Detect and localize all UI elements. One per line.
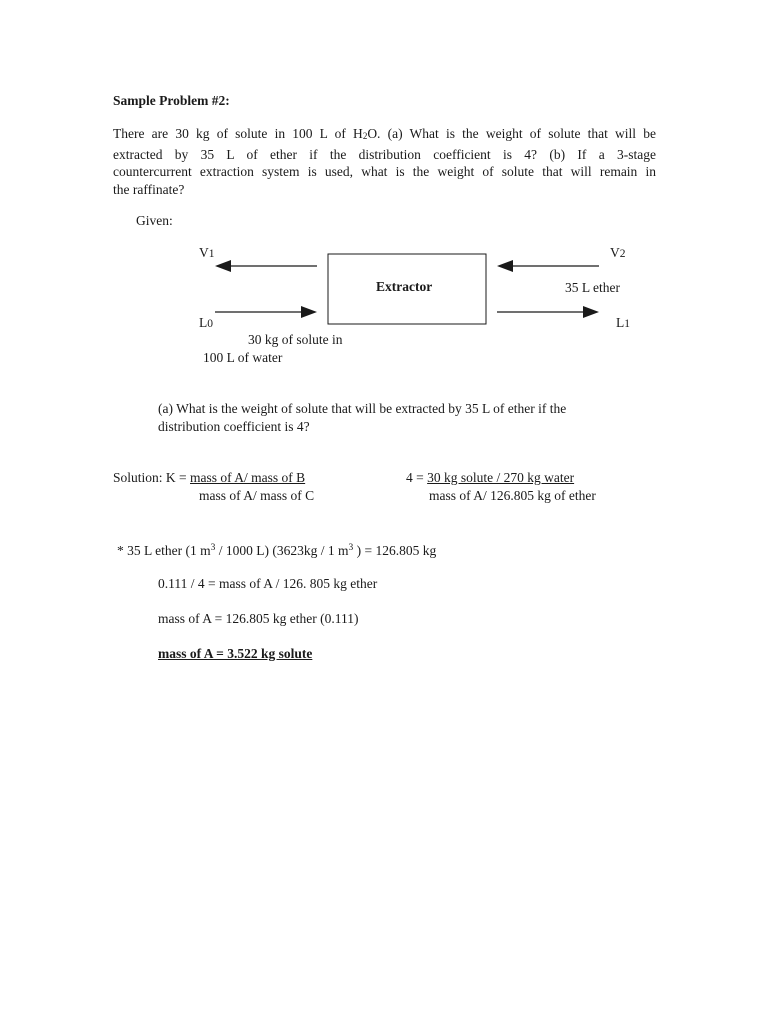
statement-line-1a: There are 30 kg of solute in 100 L of H [113,126,363,141]
conversion-part-2: / 1000 L) (3623kg / 1 m [215,543,349,558]
feed-label-line-2: 100 L of water [203,350,283,365]
l0-index: 0 [207,318,213,330]
problem-title: Sample Problem #2: [113,93,230,108]
conversion-part-3: ) = 126.805 kg [353,543,437,558]
v2-index: 2 [619,248,626,260]
k-numerator: mass of A/ mass of B [190,470,306,485]
ratio-numerator: 30 kg solute / 270 kg water [427,470,575,485]
final-answer: mass of A = 3.522 kg solute [158,646,313,661]
k-denominator: mass of A/ mass of C [199,488,315,503]
solution-step-2: mass of A = 126.805 kg ether (0.111) [158,611,359,626]
v1-index: 1 [208,248,215,260]
statement-line-3: countercurrent extraction system is used, what is the weight of solute that will remain in [113,164,656,179]
solution-k-equation [113,469,305,486]
v1-arrow [215,260,317,272]
l1-index: 1 [624,318,630,330]
question-a-line-1: (a) What is the weight of solute that will be extracted by 35 L of ether if the [158,401,567,416]
v1-label [199,244,215,263]
cubic-superscript-2: 3 [348,543,354,553]
feed-label-line-1: 30 kg of solute in [248,332,343,347]
v1-letter: V [199,245,209,260]
l0-arrow [215,306,317,318]
l1-arrow [497,306,599,318]
statement-line-2: extracted by 35 L of ether if the distribution coefficient is 4? (b) If a 3-stage [113,146,656,162]
statement-line-1b: O. (a) What is the weight of solute that will be [367,126,656,141]
ether-mass-conversion [117,540,436,559]
l0-letter: L [199,315,208,330]
ratio-prefix: 4 = [406,470,428,485]
v2-arrow [497,260,599,272]
l1-label [616,314,630,333]
ratio-denominator: mass of A/ 126.805 kg of ether [429,488,596,503]
l1-letter: L [616,315,625,330]
v2-letter: V [610,245,620,260]
statement-line-4: the raffinate? [113,181,185,197]
given-label: Given: [136,213,173,228]
solution-label: Solution: K = [113,470,190,485]
v2-label [610,244,626,263]
extractor-label: Extractor [376,279,433,294]
ether-label: 35 L ether [565,280,620,295]
h2o-subscript: 2 [362,131,368,141]
ratio-equation [406,469,574,486]
conversion-part-1: * 35 L ether (1 m [117,543,211,558]
question-a-line-2: distribution coefficient is 4? [158,419,310,434]
l0-label [199,314,213,333]
solution-step-1: 0.111 / 4 = mass of A / 126. 805 kg ether [158,576,378,591]
cubic-superscript-1: 3 [210,543,216,553]
